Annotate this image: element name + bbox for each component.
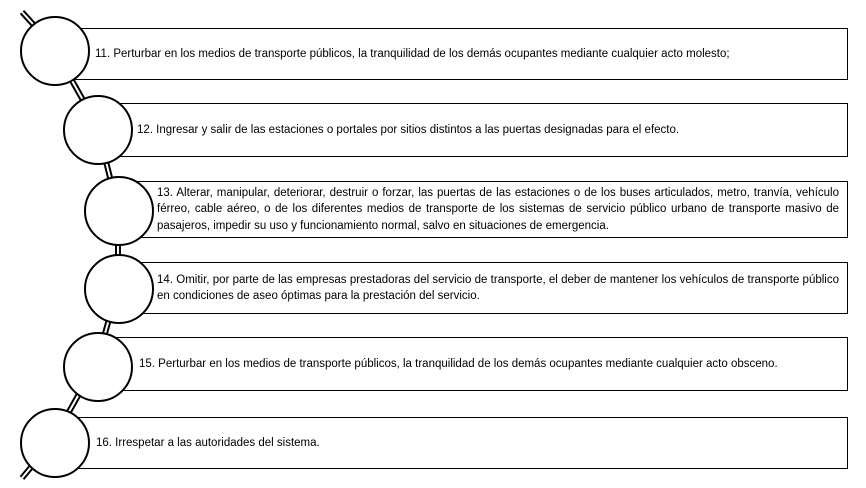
timeline-item-box	[97, 103, 848, 157]
timeline-item-text: 16. Irrespetar a las autoridades del sistema.	[96, 436, 320, 449]
timeline-item-text: 11. Perturbar en los medios de transporte públicos, la tranquilidad de los demás ocupantes mediante cualquier acto molesto;	[95, 47, 730, 60]
timeline-node-circle	[20, 408, 90, 478]
timeline-node-circle	[63, 95, 133, 165]
timeline-item-box	[97, 337, 848, 391]
timeline-item-box	[54, 417, 848, 469]
timeline-item-text: 12. Ingresar y salir de las estaciones o portales por sitios distintos a las puertas designadas para el efecto.	[137, 123, 680, 136]
timeline-node-circle	[84, 254, 154, 324]
timeline-item-box	[118, 181, 848, 238]
timeline-node-circle	[20, 16, 90, 86]
timeline-item-text: 15. Perturbar en los medios de transporte públicos, la tranquilidad de los demás ocupantes mediante cualquier acto obsceno.	[139, 357, 778, 370]
timeline-item-text: 13. Alterar, manipular, deteriorar, destruir o forzar, las puertas de las estaciones o de los buses articulados, metro, tranvía, vehículo férreo, cable aéreo, o de los diferentes medios de transporte de los sistemas de servicio público urbano de transporte masivo de pasajeros, impedir su uso y funcionamiento normal, salvo en situaciones de emergencia.	[157, 186, 839, 232]
timeline-item-box	[54, 28, 848, 80]
timeline-node-circle	[84, 176, 154, 246]
timeline-item-text: 14. Omitir, por parte de las empresas prestadoras del servicio de transporte, el deber de mantener los vehículos de transporte público en condiciones de aseo óptimas para la prestación del servicio.	[157, 273, 839, 302]
timeline-node-circle	[63, 332, 133, 402]
timeline-item-box	[118, 262, 848, 314]
